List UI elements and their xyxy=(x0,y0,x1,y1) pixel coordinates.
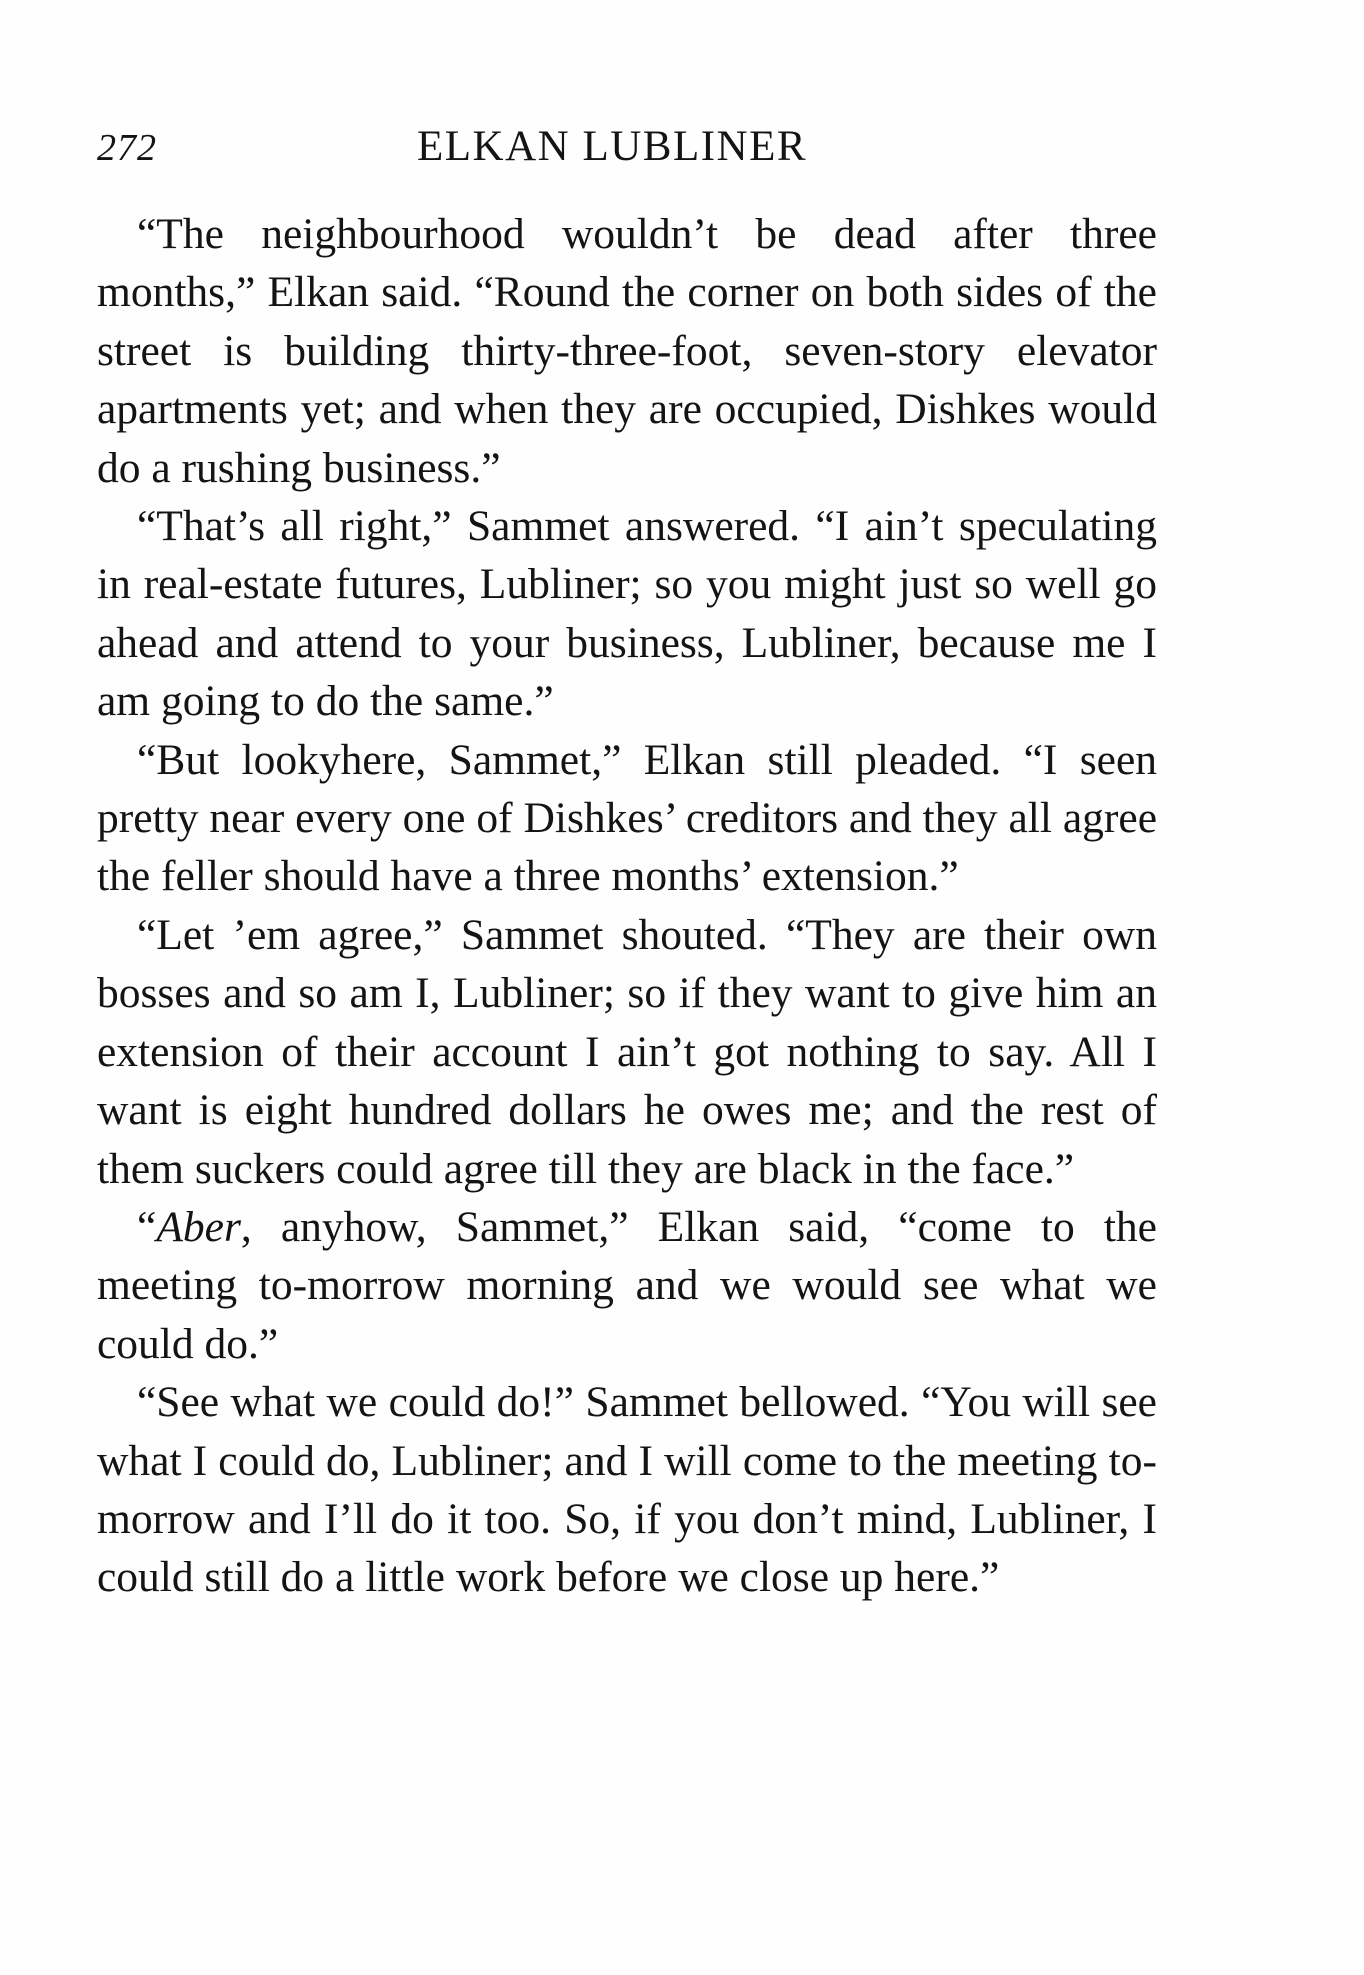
aber-open-quote: “ xyxy=(137,1202,157,1251)
paragraph-aber xyxy=(97,1198,1157,1373)
aber-rest: , anyhow, Sammet,” Elkan said, “come to the meeting to-morrow morning and we would see what we could do.” xyxy=(97,1202,1157,1368)
paragraph-thats-all-right: “That’s all right,” Sammet answered. “I ain’t speculating in real-estate futures, Lubliner; so you might just so well go ahead and attend to your business, Lubliner, because me I am going to do the same.” xyxy=(97,502,1157,726)
running-title: ELKAN LUBLINER xyxy=(417,123,808,170)
paragraph-lookyhere: “But lookyhere, Sammet,” Elkan still pleaded. “I seen pretty near every one of Dishkes’ creditors and they all agree the feller should have a three months’ extension.” xyxy=(97,735,1157,901)
paragraph-neighbourhood: “The neighbourhood wouldn’t be dead after three months,” Elkan said. “Round the corner on both sides of the street is building thirty-three-foot, seven-story elevator apartments yet; and when they are occupied, Dishkes would do a rushing business.” xyxy=(97,210,1157,492)
body-text xyxy=(97,205,1157,1607)
aber-italic-word: Aber xyxy=(156,1202,241,1251)
paragraph-let-em-agree: “Let ’em agree,” Sammet shouted. “They are their own bosses and so am I, Lubliner; so if they want to give him an extension of their account I ain’t got nothing to say. All I want is eight hundred dollars he owes me; and the rest of them suckers could agree till they are black in the face.” xyxy=(97,910,1157,1193)
paragraph-see-what-we-could-do: “See what we could do!” Sammet bellowed. “You will see what I could do, Lubliner; and I will come to the meeting to-morrow and I’ll do it too. So, if you don’t mind, Lubliner, I could still do a little work before we close up here.” xyxy=(97,1378,1157,1602)
page-number: 272 xyxy=(97,127,157,169)
running-head xyxy=(97,123,1157,186)
